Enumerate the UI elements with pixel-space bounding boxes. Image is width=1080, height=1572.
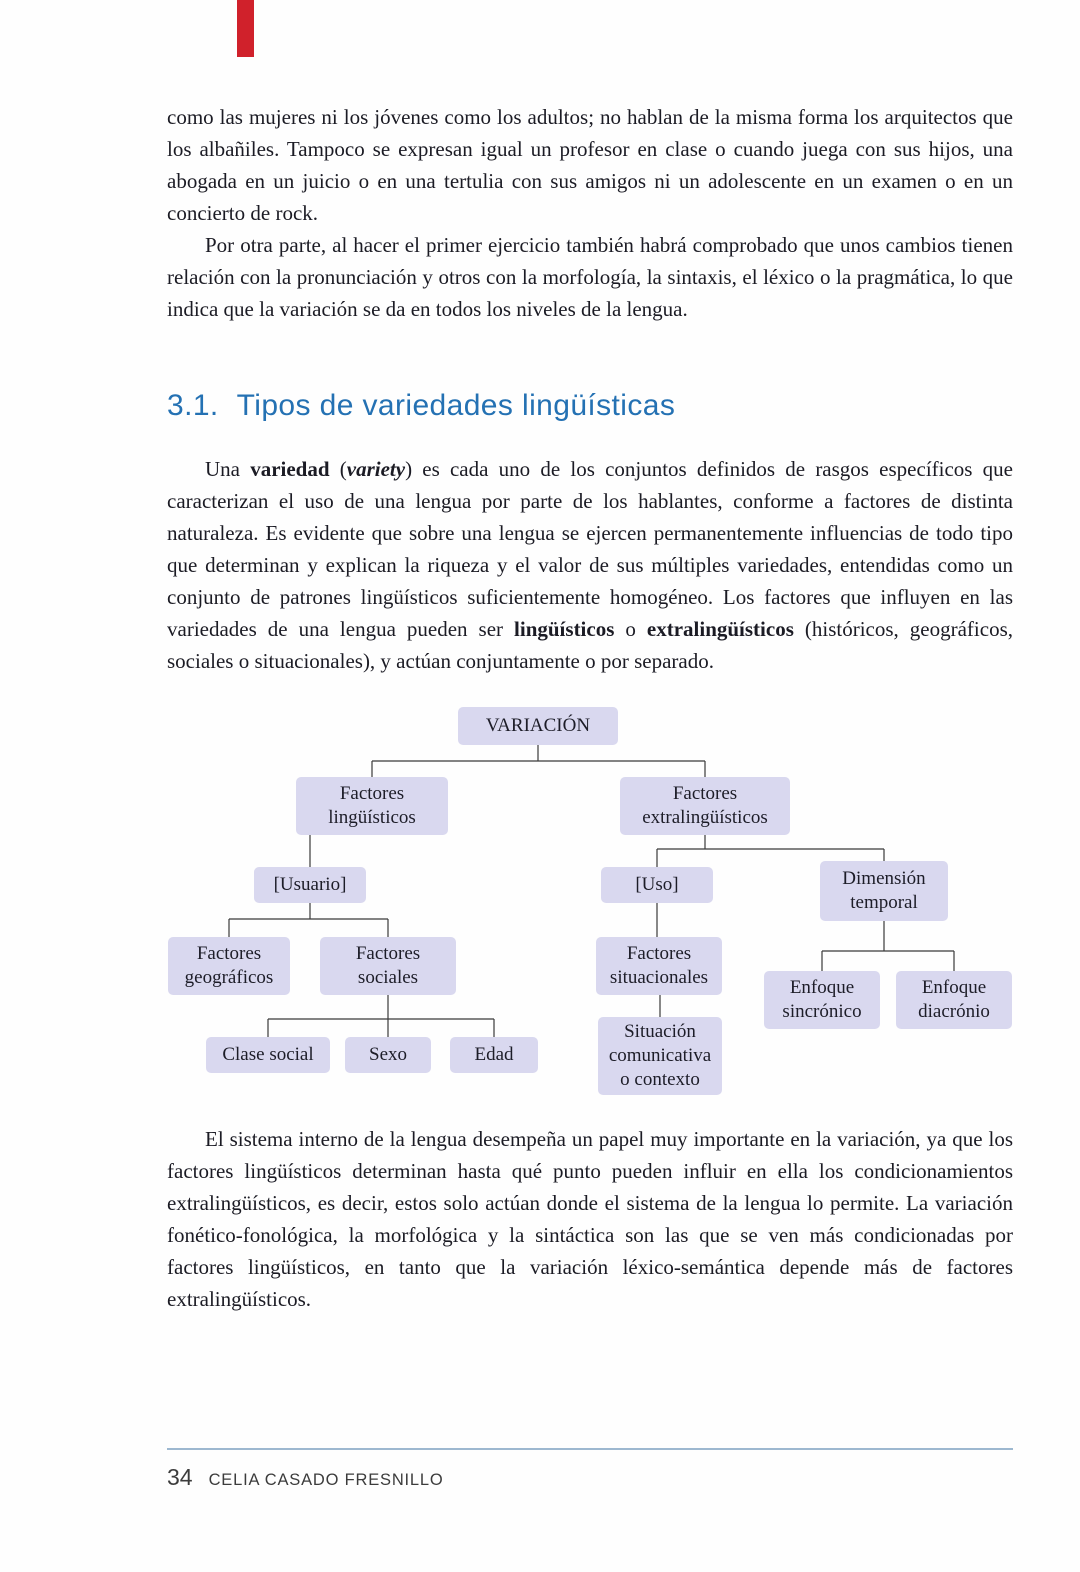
diagram-node-usuario bbox=[254, 867, 366, 903]
diagram-node-line: diacrónio bbox=[918, 1001, 990, 1022]
diagram-node-factores-sociales bbox=[320, 937, 456, 995]
footer-rule bbox=[167, 1448, 1013, 1450]
diagram-node-line: Factores bbox=[672, 783, 738, 804]
diagram-node-line: VARIACIÓN bbox=[485, 715, 591, 736]
section-heading bbox=[167, 389, 1013, 423]
diagram-node-line: situacionales bbox=[609, 967, 709, 988]
diagram-node-line: temporal bbox=[850, 892, 918, 913]
diagram-node-line: lingüísticos bbox=[328, 807, 416, 828]
diagram-node-line: Factores bbox=[339, 783, 405, 804]
diagram-node-line: o contexto bbox=[620, 1069, 700, 1090]
section-title: Tipos de variedades lingüísticas bbox=[236, 389, 676, 422]
diagram-node-factores-geograficos bbox=[168, 937, 290, 995]
diagram-node-factores-extralinguisticos bbox=[620, 777, 790, 835]
variation-tree-diagram bbox=[0, 697, 1080, 1101]
paragraph-variedad-definition bbox=[167, 453, 1013, 677]
diagram-node-clase-social bbox=[206, 1037, 330, 1073]
section-number: 3.1. bbox=[167, 389, 219, 422]
diagram-node-line: Enfoque bbox=[789, 977, 855, 998]
chapter-tab-mark bbox=[237, 0, 254, 57]
paragraph-sistema-interno: El sistema interno de la lengua desempeña un papel muy importante en la variación, ya que los factores lingüísticos determinan hasta qué punto pueden influir en ella los condicionamientos extralingüísticos, es decir, estos solo actúan donde el sistema de la lengua lo permite. La variación fonético-fonológica, la morfológica y la sintáctica son las que se ven más condicionadas por factores lingüísticos, en tanto que la variación léxico-semántica depende más de factores extralingüísticos. bbox=[167, 1127, 1013, 1311]
paragraph-continuation: como las mujeres ni los jóvenes como los adultos; no hablan de la misma forma los arquitectos que los albañiles. Tampoco se expresan igual un profesor en clase o cuando juega con sus hijos, una abogada en un juicio o en una tertulia con sus amigos ni un adolescente en un examen o en un concierto de rock. bbox=[167, 105, 1013, 225]
page-footer bbox=[167, 1448, 1013, 1491]
diagram-node-line: extralingüísticos bbox=[642, 807, 768, 828]
text-segment: variedad bbox=[250, 457, 330, 481]
diagram-node-enfoque-sincronico bbox=[764, 971, 880, 1029]
text-segment: o bbox=[614, 617, 647, 641]
diagram-node-dimension-temporal bbox=[820, 861, 948, 921]
diagram-node-enfoque-diacronico bbox=[896, 971, 1012, 1029]
diagram-node-sexo bbox=[345, 1037, 431, 1073]
text-segment: (históricos, geográficos, sociales o situacionales), y actúan conjuntamente o por separado. bbox=[167, 617, 1013, 673]
diagram-node-line: Factores bbox=[355, 943, 421, 964]
diagram-node-line: [Usuario] bbox=[273, 874, 347, 895]
paragraph-por-otra-parte: Por otra parte, al hacer el primer ejercicio también habrá comprobado que unos cambios tienen relación con la pronunciación y otros con la morfología, la sintaxis, el léxico o la pragmática, lo que indica que la variación se da en todos los niveles de la lengua. bbox=[167, 233, 1013, 321]
diagram-node-factores-situacionales bbox=[596, 937, 722, 995]
diagram-node-line: Factores bbox=[196, 943, 262, 964]
diagram-node-line: Edad bbox=[474, 1044, 514, 1065]
text-segment: Una bbox=[205, 457, 251, 481]
diagram-node-factores-linguisticos bbox=[296, 777, 448, 835]
diagram-node-uso bbox=[601, 867, 713, 903]
running-footer-author: CELIA CASADO FRESNILLO bbox=[208, 1471, 444, 1489]
diagram-node-line: Factores bbox=[626, 943, 692, 964]
text-segment: lingüísticos bbox=[514, 617, 615, 641]
diagram-node-variacion bbox=[458, 707, 618, 745]
diagram-node-situacion-comunicativa bbox=[598, 1017, 722, 1095]
diagram-node-line: [Uso] bbox=[635, 874, 679, 895]
diagram-node-line: sociales bbox=[357, 967, 419, 988]
text-segment: variety bbox=[346, 457, 406, 481]
diagram-node-edad bbox=[450, 1037, 538, 1073]
diagram-node-line: Sexo bbox=[369, 1044, 407, 1065]
diagram-node-line: Situación bbox=[624, 1021, 696, 1042]
text-segment: extralingüísticos bbox=[646, 617, 794, 641]
diagram-node-line: Clase social bbox=[222, 1044, 314, 1065]
diagram-node-line: sincrónico bbox=[782, 1001, 862, 1022]
text-segment: ) es cada uno de los conjuntos definidos de rasgos específicos que caracterizan el uso de una lengua por parte de los hablantes, conforme a factores de distinta naturaleza. Es evidente que sobre una lengua se ejercen permanentemente influencias de todo tipo que determinan y explican la riqueza y el valor de sus múltiples variedades, entendidas como un conjunto de patrones lingüísticos suficientemente homogéneo. Los factores que influyen en las variedades de una lengua pueden ser bbox=[167, 457, 1013, 641]
diagram-node-line: geográficos bbox=[184, 967, 274, 988]
diagram-node-line: Dimensión bbox=[842, 868, 926, 889]
diagram-node-line: comunicativa bbox=[608, 1045, 712, 1066]
text-segment: ( bbox=[329, 457, 347, 481]
page-number: 34 bbox=[167, 1464, 193, 1490]
diagram-node-line: Enfoque bbox=[921, 977, 987, 998]
